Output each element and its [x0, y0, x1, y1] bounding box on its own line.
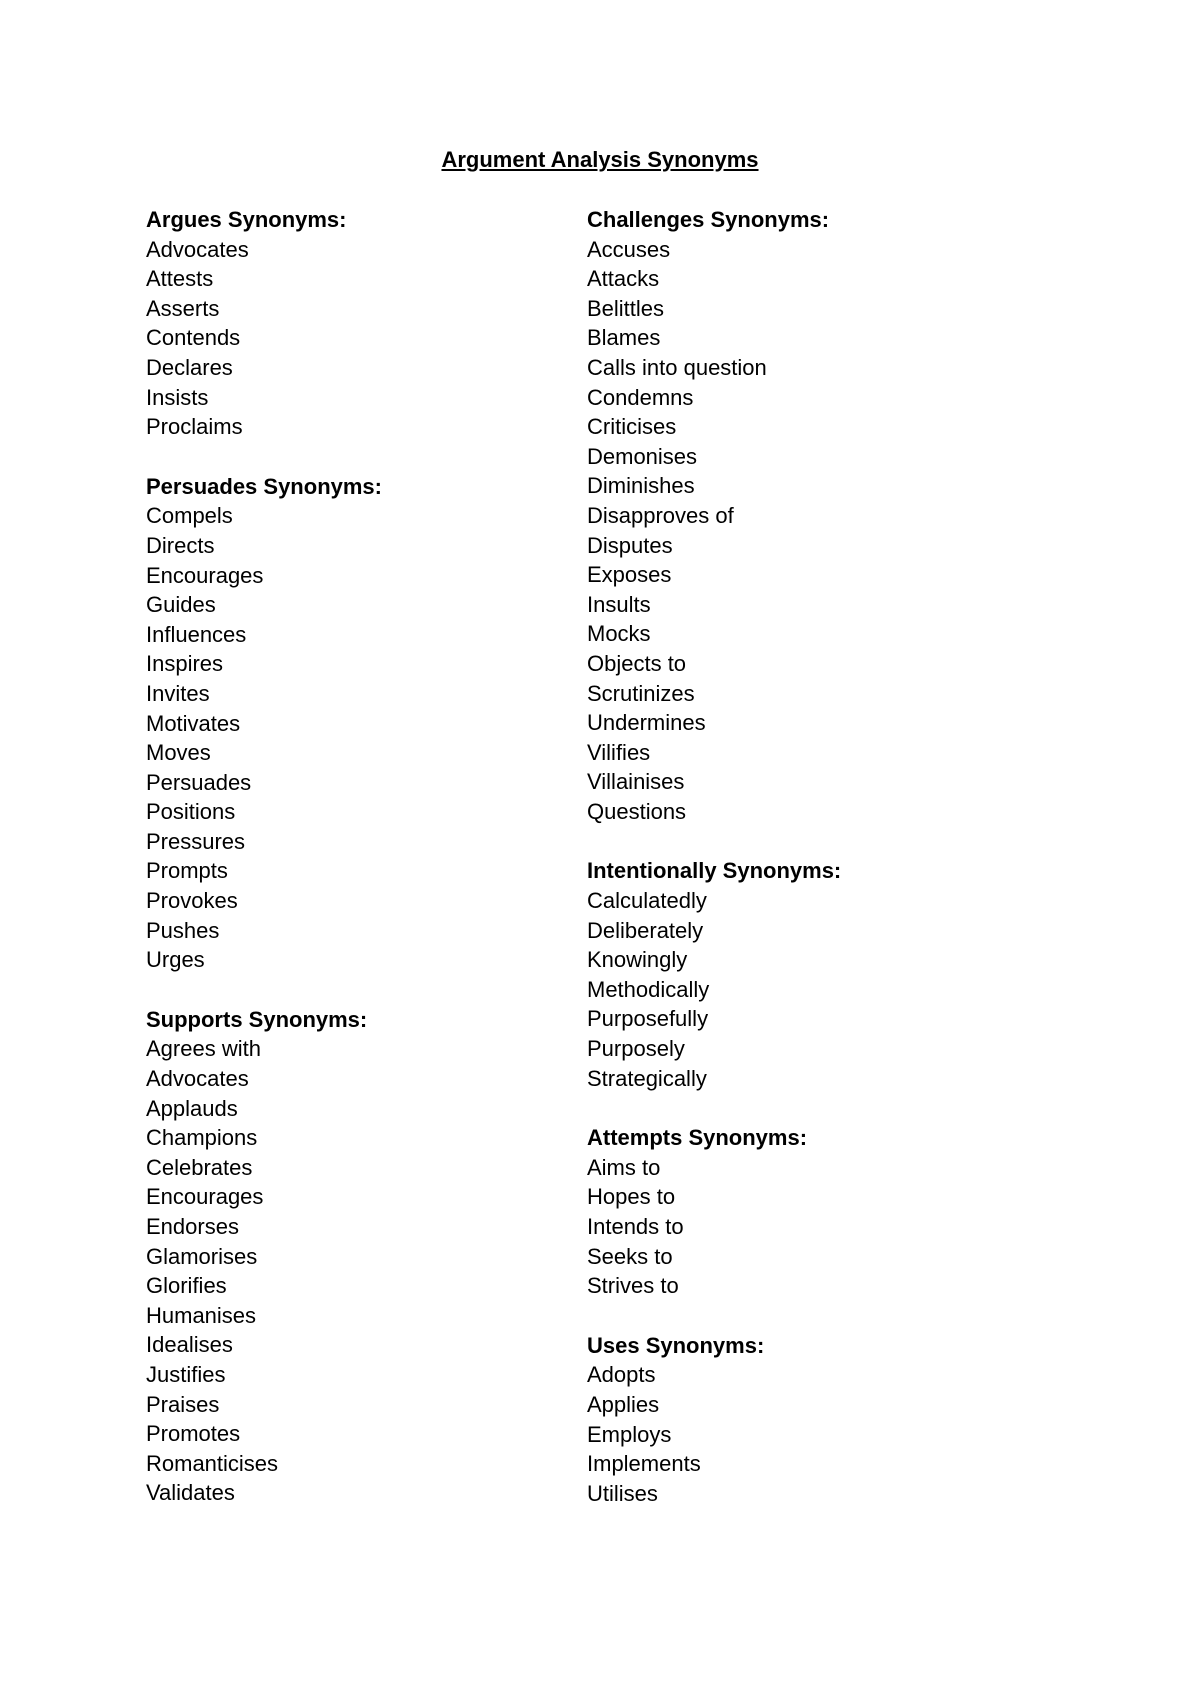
- section-attempts-synonyms: [587, 1123, 1007, 1301]
- synonym-item: Belittles: [587, 295, 665, 321]
- synonym-item: Disputes: [587, 532, 673, 558]
- synonym-item: Advocates: [146, 1066, 249, 1092]
- synonym-item: Humanises: [146, 1302, 257, 1328]
- synonym-list: [587, 235, 1007, 827]
- synonym-item: Prompts: [146, 858, 228, 884]
- section-heading: Attempts Synonyms:: [587, 1125, 808, 1151]
- synonym-item: Asserts: [146, 295, 220, 321]
- synonym-item: Demonises: [587, 443, 698, 469]
- synonym-item: Pressures: [146, 828, 246, 854]
- synonym-item: Disapproves of: [587, 502, 734, 528]
- synonym-item: Applauds: [146, 1095, 238, 1121]
- synonym-item: Intends to: [587, 1214, 684, 1239]
- synonym-item: Adopts: [587, 1362, 656, 1388]
- synonym-item: Attests: [146, 266, 214, 292]
- synonym-item: Strategically: [587, 1065, 707, 1091]
- synonym-item: Objects to: [587, 650, 687, 676]
- synonym-item: Directs: [146, 532, 215, 558]
- synonym-item: Moves: [146, 740, 211, 766]
- synonym-item: Justifies: [146, 1361, 226, 1387]
- synonym-item: Villainises: [587, 769, 685, 795]
- synonym-item: Applies: [587, 1391, 660, 1417]
- section-heading: Uses Synonyms:: [587, 1332, 765, 1358]
- synonym-item: Calculatedly: [587, 888, 707, 914]
- synonym-item: Influences: [146, 621, 247, 647]
- section-challenges-synonyms: [587, 205, 1007, 826]
- section-heading: Persuades Synonyms:: [146, 473, 382, 499]
- synonym-item: Agrees with: [146, 1036, 261, 1062]
- synonym-item: Advocates: [146, 236, 249, 262]
- synonym-item: Accuses: [587, 236, 671, 262]
- synonym-item: Insults: [587, 591, 651, 617]
- synonym-item: Scrutinizes: [587, 680, 695, 706]
- synonym-item: Diminishes: [587, 473, 695, 499]
- synonym-item: Exposes: [587, 562, 672, 588]
- synonym-item: Motivates: [146, 710, 241, 736]
- section-intentionally-synonyms: [587, 856, 1007, 1093]
- synonym-item: Calls into question: [587, 354, 767, 380]
- synonym-item: Deliberately: [587, 917, 704, 943]
- page-title: Argument Analysis Synonyms: [441, 147, 759, 172]
- synonym-item: Strives to: [587, 1273, 679, 1299]
- synonym-item: Endorses: [146, 1214, 239, 1239]
- synonym-item: Validates: [146, 1480, 235, 1506]
- synonym-item: Proclaims: [146, 414, 243, 440]
- synonym-item: Questions: [587, 798, 687, 824]
- synonym-item: Champions: [146, 1125, 258, 1151]
- synonym-list: [587, 886, 1007, 1093]
- synonym-item: Romanticises: [146, 1450, 279, 1476]
- left-column: [146, 205, 566, 1538]
- synonym-item: Aims to: [587, 1154, 661, 1180]
- synonym-item: Celebrates: [146, 1154, 253, 1180]
- synonym-item: Promotes: [146, 1421, 241, 1447]
- synonym-item: Provokes: [146, 888, 238, 914]
- section-argues-synonyms: [146, 205, 566, 442]
- section-persuades-synonyms: [146, 472, 566, 975]
- synonym-item: Seeks to: [587, 1243, 673, 1269]
- synonym-list: [587, 1360, 1007, 1508]
- synonym-item: Encourages: [146, 1184, 264, 1210]
- synonym-item: Invites: [146, 680, 210, 706]
- synonym-item: Insists: [146, 384, 209, 410]
- section-heading: Challenges Synonyms:: [587, 207, 830, 232]
- synonym-list: [587, 1153, 1007, 1301]
- synonym-list: [146, 1034, 566, 1508]
- synonym-item: Glamorises: [146, 1243, 258, 1269]
- synonym-item: Blames: [587, 325, 661, 351]
- synonym-item: Persuades: [146, 769, 252, 795]
- section-uses-synonyms: [587, 1331, 1007, 1509]
- synonym-item: Praises: [146, 1391, 220, 1417]
- synonym-item: Criticises: [587, 414, 677, 440]
- synonym-item: Purposefully: [587, 1006, 709, 1032]
- synonym-item: Methodically: [587, 976, 710, 1002]
- synonym-item: Idealises: [146, 1332, 233, 1358]
- section-heading: Intentionally Synonyms:: [587, 858, 842, 884]
- synonym-item: Purposely: [587, 1036, 685, 1062]
- synonym-item: Glorifies: [146, 1273, 227, 1299]
- section-supports-synonyms: [146, 1005, 566, 1508]
- synonym-item: Condemns: [587, 384, 694, 410]
- synonym-item: Declares: [146, 354, 233, 380]
- synonym-item: Implements: [587, 1451, 701, 1477]
- synonym-item: Urges: [146, 947, 205, 973]
- synonym-item: Contends: [146, 325, 241, 351]
- synonym-item: Vilifies: [587, 739, 651, 765]
- synonym-item: Compels: [146, 503, 233, 529]
- synonym-list: [146, 501, 566, 975]
- synonym-item: Pushes: [146, 917, 220, 943]
- section-heading: Argues Synonyms:: [146, 207, 347, 232]
- synonym-item: Attacks: [587, 266, 660, 292]
- synonym-item: Guides: [146, 592, 216, 618]
- synonym-item: Hopes to: [587, 1184, 676, 1210]
- section-heading: Supports Synonyms:: [146, 1006, 368, 1032]
- synonym-item: Employs: [587, 1421, 672, 1447]
- synonym-item: Positions: [146, 799, 236, 825]
- synonym-item: Undermines: [587, 710, 706, 736]
- synonym-item: Mocks: [587, 621, 651, 647]
- synonym-list: [146, 235, 566, 442]
- right-column: [587, 205, 1007, 1538]
- synonym-item: Knowingly: [587, 947, 688, 973]
- synonym-item: Inspires: [146, 651, 224, 677]
- synonym-item: Utilises: [587, 1480, 658, 1506]
- synonym-item: Encourages: [146, 562, 264, 588]
